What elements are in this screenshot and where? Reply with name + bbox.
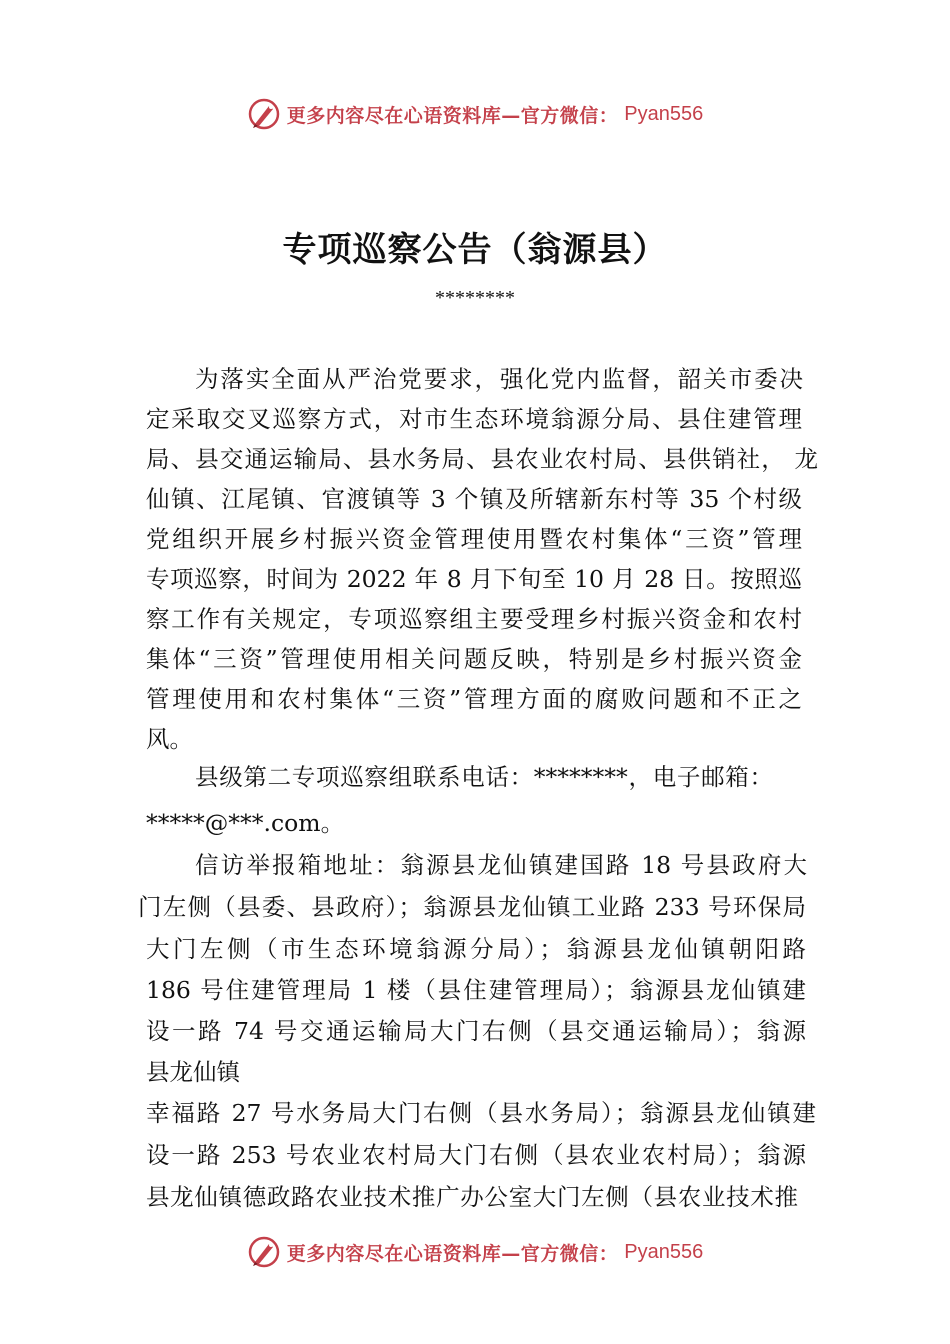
text-line: 专项巡察，时间为 2022 年 8 月下旬至 10 月 28 日。按照巡 bbox=[146, 565, 802, 593]
text-line: 为落实全面从严治党要求，强化党内监督，韶关市委决 bbox=[195, 365, 803, 393]
header-banner bbox=[0, 94, 950, 134]
document-author: ******** bbox=[435, 287, 515, 309]
wechat-id: Pyan556 bbox=[624, 1240, 704, 1263]
document-title: 专项巡察公告（翁源县） bbox=[282, 230, 668, 270]
wechat-id: Pyan556 bbox=[624, 102, 704, 125]
pen-logo-icon bbox=[247, 1235, 281, 1269]
text-line: 党组织开展乡村振兴资金管理使用暨农村集体“三资”管理 bbox=[146, 525, 802, 553]
text-line: 大门左侧（市生态环境翁源分局）；翁源县龙仙镇朝阳路 bbox=[146, 935, 806, 963]
text-line: 县龙仙镇德政路农业技术推广办公室大门左侧（县农业技术推 bbox=[146, 1183, 798, 1211]
text-line: 定采取交叉巡察方式，对市生态环境翁源分局、县住建管理 bbox=[146, 405, 802, 433]
text-line: 县龙仙镇 bbox=[146, 1058, 240, 1086]
text-line: 门左侧（县委、县政府）；翁源县龙仙镇工业路 233 号环保局 bbox=[138, 893, 806, 921]
banner-text: 更多内容尽在心语资料库—官方微信： bbox=[286, 104, 619, 127]
banner-text: 更多内容尽在心语资料库—官方微信： bbox=[286, 1242, 619, 1265]
text-line: 察工作有关规定，专项巡察组主要受理乡村振兴资金和农村 bbox=[146, 605, 802, 633]
text-line: 信访举报箱地址：翁源县龙仙镇建国路 18 号县政府大 bbox=[195, 851, 807, 879]
text-line: 县级第二专项巡察组联系电话：********，电子邮箱： bbox=[195, 763, 773, 791]
text-line: 管理使用和农村集体“三资”管理方面的腐败问题和不正之 bbox=[146, 685, 802, 713]
text-line: 设一路 253 号农业农村局大门右侧（县农业农村局）；翁源 bbox=[146, 1141, 806, 1169]
text-line: 幸福路 27 号水务局大门右侧（县水务局）；翁源县龙仙镇建 bbox=[146, 1099, 816, 1127]
text-line: *****@***.com。 bbox=[146, 809, 345, 837]
text-line: 186 号住建管理局 1 楼（县住建管理局）；翁源县龙仙镇建 bbox=[146, 976, 806, 1004]
text-line: 集体“三资”管理使用相关问题反映，特别是乡村振兴资金 bbox=[146, 645, 802, 673]
pen-logo-icon bbox=[247, 97, 281, 131]
text-line: 局、县交通运输局、县水务局、县农业农村局、县供销社， 龙 bbox=[146, 445, 818, 473]
footer-banner bbox=[0, 1232, 950, 1272]
text-line: 仙镇、江尾镇、官渡镇等 3 个镇及所辖新东村等 35 个村级 bbox=[146, 485, 802, 513]
text-line: 设一路 74 号交通运输局大门右侧（县交通运输局）；翁源 bbox=[146, 1017, 806, 1045]
text-line: 风。 bbox=[146, 725, 193, 753]
